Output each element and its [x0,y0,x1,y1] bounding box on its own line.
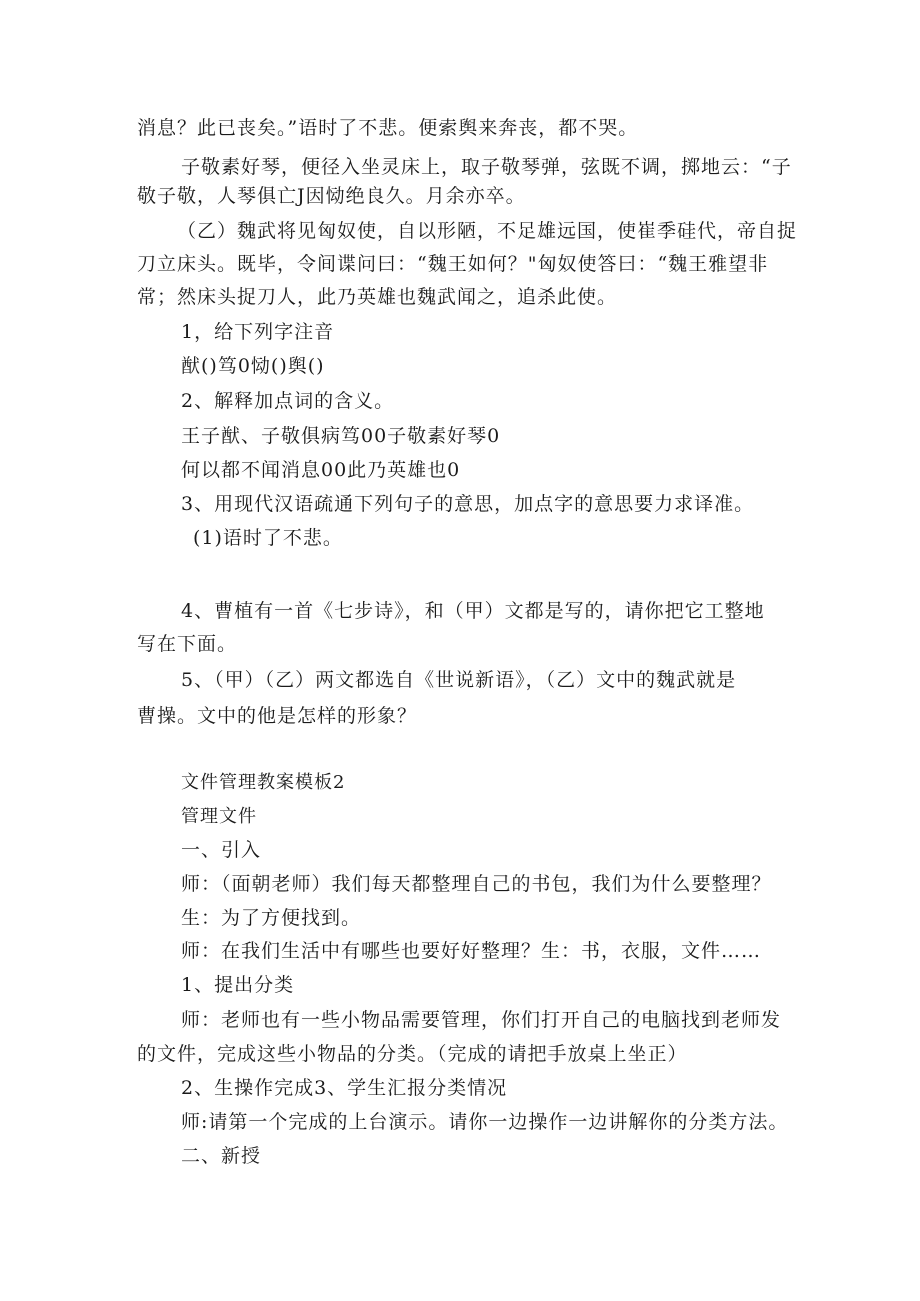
text-line: 何以都不闻消息00此乃英雄也0 [181,459,461,481]
question-heading: 3、用现代汉语疏通下列句子的意思，加点字的意思要力求译准。 [181,493,755,515]
text-line: (1)语时了不悲。 [193,527,343,549]
text-line: 生：为了方便找到。 [181,907,362,929]
text-line: 子敬素好琴，便径入坐灵床上，取子敬琴弹，弦既不调，掷地云：“子 [181,156,792,178]
text-line: 师:请第一个完成的上台演示。请你一边操作一边讲解你的分类方法。 [181,1111,789,1133]
question-heading: 2、解释加点词的含义。 [181,390,395,412]
text-line: 敬子敬，人琴俱亡J因恸绝良久。月余亦卒。 [137,185,526,207]
section-title: 文件管理教案模板2 [181,772,346,793]
section-heading: 二、新授 [181,1145,262,1167]
text-line: 师：（面朝老师）我们每天都整理自己的书包，我们为什么要整理？ [181,873,772,895]
text-line: 常；然床头捉刀人，此乃英雄也魏武闻之，追杀此使。 [137,286,618,308]
section-subtitle: 管理文件 [181,806,257,827]
text-line: 师：老师也有一些小物品需要管理，你们打开自己的电脑找到老师发 [181,1009,782,1031]
question-heading: 1，给下列字注音 [181,321,335,343]
text-line: （乙）魏武将见匈奴使，自以形陋，不足雄远国，使崔季硅代，帝自捉 [177,220,798,242]
text-line: 王子猷、子敬俱病笃00子敬素好琴0 [181,425,501,447]
question-heading: 5、（甲）（乙）两文都选自《世说新语》，（乙）文中的魏武就是 [181,669,737,691]
text-line: 猷()笃0恸()舆() [181,355,325,377]
question-heading: 4、曹植有一首《七步诗》，和（甲）文都是写的，请你把它工整地 [181,600,765,622]
section-heading: 1、提出分类 [181,974,295,996]
section-heading: 一、引入 [181,839,262,861]
text-line: 师：在我们生活中有哪些也要好好整理？生：书，衣服，文件…… [181,940,762,962]
text-line: 消息？此已丧矣。”语时了不悲。便索舆来奔丧，都不哭。 [137,117,639,139]
text-line: 2、生操作完成3、学生汇报分类情况 [181,1077,508,1099]
text-line: 曹操。文中的他是怎样的形象？ [137,705,418,727]
text-line: 写在下面。 [137,633,238,655]
text-line: 的文件，完成这些小物品的分类。（完成的请把手放桌上坐正） [137,1043,688,1065]
text-line: 刀立床头。既毕，令间谍问曰：“魏王如何？"匈奴使答曰：“魏王雅望非 [137,253,769,275]
